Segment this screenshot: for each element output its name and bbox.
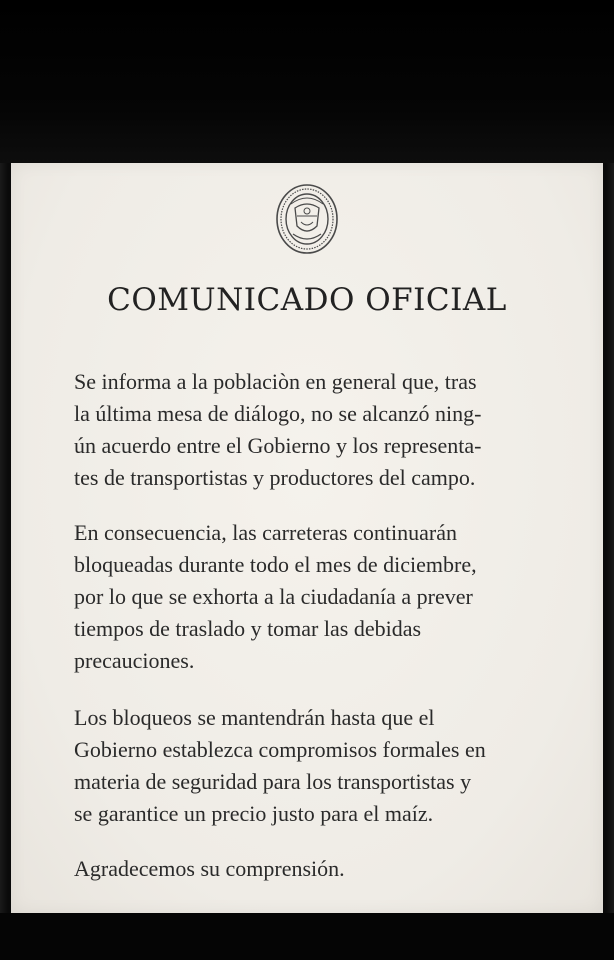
top-black-bar	[0, 0, 614, 163]
paragraph-line: Los bloqueos se mantendrán hasta que el	[74, 705, 435, 730]
paragraph-line: ún acuerdo entre el Gobierno y los representa-	[74, 433, 482, 458]
paragraph-line: tiempos de traslado y tomar las debidas	[74, 616, 422, 641]
paragraph-line: se garantice un precio justo para el maíz.	[74, 801, 434, 826]
paragraph-2	[74, 517, 564, 677]
paragraph-line: Agradecemos su comprensión.	[74, 856, 345, 881]
paragraph-3	[74, 702, 564, 830]
paragraph-line: materia de seguridad para los transportistas y	[74, 769, 472, 794]
paragraph-line: tes de transportistas y productores del campo.	[74, 465, 476, 490]
paragraph-line: por lo que se exhorta a la ciudadanía a prever	[74, 584, 473, 609]
paragraph-1	[74, 366, 564, 494]
paragraph-line: Se informa a la poblaciòn en general que, tras	[74, 369, 477, 394]
paragraph-line: Gobierno establezca compromisos formales en	[74, 737, 486, 762]
paragraph-line: la última mesa de diálogo, no se alcanzó ning-	[74, 401, 482, 426]
official-seal-icon	[275, 182, 339, 256]
paragraph-line: bloqueadas durante todo el mes de diciembre,	[74, 552, 477, 577]
document-title: COMUNICADO OFICIAL	[107, 282, 507, 318]
bottom-black-bar	[0, 913, 614, 960]
paragraph-line: En consecuencia, las carreteras continuarán	[74, 520, 457, 545]
paragraph-line: precauciones.	[74, 648, 195, 673]
paragraph-closing	[74, 853, 564, 885]
